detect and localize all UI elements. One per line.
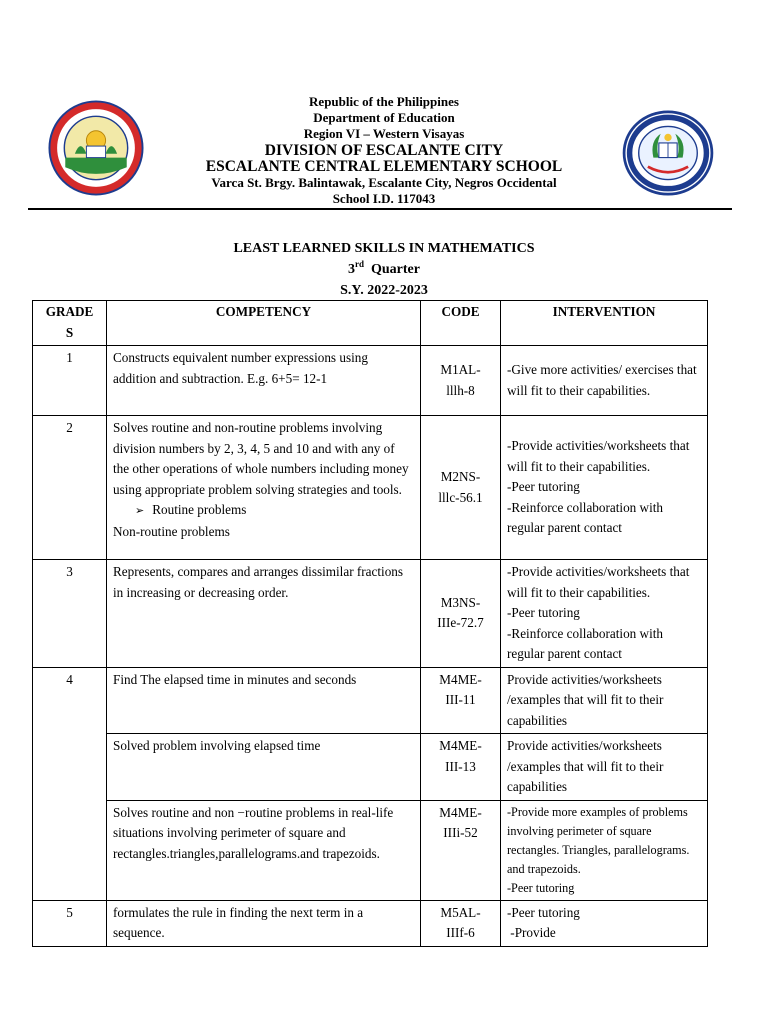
intervention-cell: -Give more activities/ exercises that will fit to their capabilities. <box>501 346 708 416</box>
intervention-cell: -Peer tutoring -Provide <box>501 900 708 946</box>
competency-cell: Represents, compares and arranges dissimilar fractions in increasing or decreasing order. <box>107 560 421 668</box>
table-row <box>33 560 708 668</box>
arrow-bullet-icon: ➢ <box>135 504 145 517</box>
intervention-cell: -Provide activities/worksheets that will fit to their capabilities. -Peer tutoring -Reinforce collaboration with regular parent contact <box>501 560 708 668</box>
intervention-cell: -Provide more examples of problems involving perimeter of square rectangles. Triangles, parallelograms. and trapezoids. -Peer tutoring <box>501 800 708 900</box>
code-cell: M3NS- IIIe-72.7 <box>421 560 501 668</box>
grade-cell: 1 <box>33 346 107 416</box>
code-cell: M1AL- lllh-8 <box>421 346 501 416</box>
header-code: CODE <box>421 301 501 346</box>
document-title <box>150 238 618 301</box>
table-header-row <box>33 301 708 346</box>
bullet-item: ➢ Routine problems <box>135 502 247 517</box>
header-division: DIVISION OF ESCALANTE CITY <box>264 141 504 159</box>
code-cell: M4ME- III-11 <box>421 667 501 734</box>
title-school-year: S.Y. 2022-2023 <box>340 283 428 298</box>
header-divider <box>28 208 732 210</box>
school-header <box>150 94 618 207</box>
code-cell: M5AL- IIIf-6 <box>421 900 501 946</box>
competency-cell: Constructs equivalent number expressions using addition and subtraction. E.g. 6+5= 12-1 <box>107 346 421 416</box>
table-row <box>33 900 708 946</box>
header-competency: COMPETENCY <box>107 301 421 346</box>
grade-cell: 4 <box>33 667 107 900</box>
code-cell: M4ME- IIIi-52 <box>421 800 501 900</box>
intervention-cell: Provide activities/worksheets /examples that will fit to their capabilities <box>501 734 708 801</box>
school-seal <box>622 110 714 196</box>
competency-cell: formulates the rule in finding the next term in a sequence. <box>107 900 421 946</box>
table-row <box>33 800 708 900</box>
least-learned-skills-table <box>32 300 708 947</box>
header-region: Region VI – Western Visayas <box>303 126 465 142</box>
header-department: Department of Education <box>313 110 455 126</box>
header-republic: Republic of the Philippines <box>309 94 459 109</box>
table-row <box>33 416 708 560</box>
intervention-cell: -Provide activities/worksheets that will fit to their capabilities. -Peer tutoring -Reinforce collaboration with regular parent contact <box>501 416 708 560</box>
title-main: LEAST LEARNED SKILLS IN MATHEMATICS <box>233 241 535 256</box>
grade-cell: 5 <box>33 900 107 946</box>
code-cell: M4ME- III-13 <box>421 734 501 801</box>
table-row <box>33 734 708 801</box>
code-cell: M2NS- lllc-56.1 <box>421 416 501 560</box>
header-grades: GRADE S <box>33 301 107 346</box>
competency-cell: Solved problem involving elapsed time <box>107 734 421 801</box>
deped-division-seal <box>48 100 144 196</box>
competency-cell: Find The elapsed time in minutes and seconds <box>107 667 421 734</box>
header-school-name: ESCALANTE CENTRAL ELEMENTARY SCHOOL <box>205 157 563 175</box>
competency-cell: Solves routine and non −routine problems in real-life situations involving perimeter of square and rectangles.triangles,parallelograms.and trapezoids. <box>107 800 421 900</box>
header-intervention: INTERVENTION <box>501 301 708 346</box>
competency-cell: Solves routine and non-routine problems involving division numbers by 2, 3, 4, 5 and 10 and with any of the other operations of whole numbers including money using appropriate problem solving strategies and tools. ➢ Routine problems Non-routine problems <box>107 416 421 560</box>
intervention-cell: Provide activities/worksheets /examples that will fit to their capabilities <box>501 667 708 734</box>
grade-cell: 3 <box>33 560 107 668</box>
grade-cell: 2 <box>33 416 107 560</box>
title-quarter: 3rd Quarter <box>348 259 420 277</box>
header-address: Varca St. Brgy. Balintawak, Escalante City, Negros Occidental <box>211 175 557 191</box>
table-row <box>33 346 708 416</box>
header-school-id: School I.D. 117043 <box>332 191 436 207</box>
table-row <box>33 667 708 734</box>
